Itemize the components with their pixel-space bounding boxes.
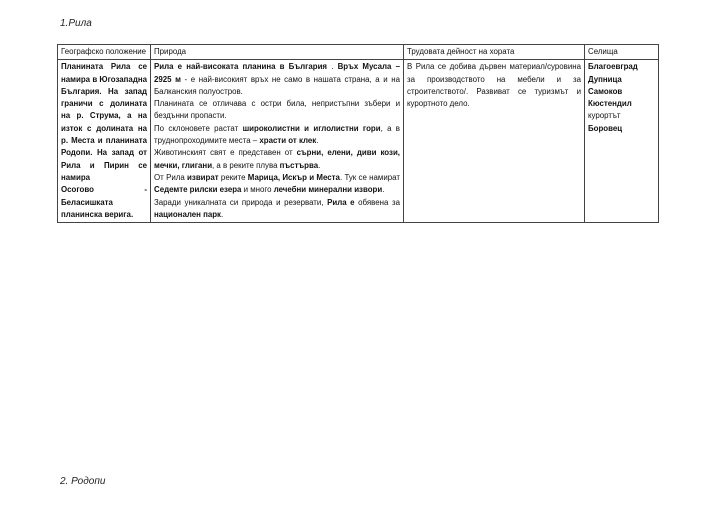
nature-line: Планината се отличава с остри била, непристъпни зъбери и бездънни пропасти. [154, 99, 400, 121]
nature-line: Рила е най-високата планина в България . Връх Мусала – 2925 м - е най-високият връх не само в нашата страна, а и на Балканския полуостров. [154, 62, 400, 96]
settlement-item: Самоков [588, 86, 623, 96]
table-header-row [58, 45, 659, 60]
header-geographic-position: Географско положение [58, 45, 151, 60]
table-row [58, 60, 659, 223]
geo-paragraph: Планината Рила се намира в Югозападна България. На запад граничи с долината на р. Струма, а на изток с долината на р. Места и планината Родопи. На запад от Рила и Пирин се намира [61, 62, 147, 182]
cell-labor: В Рила се добива дървен материал/суровина за производството на мебели и за строителството/. Развиват се туризмът и курортното дело. [404, 60, 585, 223]
cell-geographic-position [58, 60, 151, 223]
settlement-item: Благоевград [588, 62, 638, 72]
nature-line: По склоновете растат широколистни и иглолистни гори, а в труднопроходимите места – храсти от клек. [154, 123, 400, 146]
section-heading-rila: 1.Рила [60, 18, 92, 29]
geo-paragraph-bold: Осогово - Беласишката планинска верига. [61, 185, 147, 219]
header-labor: Трудовата дейност на хората [404, 45, 585, 60]
nature-line: Заради уникалната си природа и резервати, Рила е обявена за национален парк. [154, 197, 400, 219]
nature-line: От Рила извират реките Марица, Искър и Места. Тук се намират Седемте рилски езера и много лечебни минерални извори. [154, 172, 400, 195]
settlement-item: Кюстендил [588, 99, 632, 109]
cell-settlements [585, 60, 659, 223]
settlement-item: Дупница [588, 74, 622, 84]
settlement-item: курортът [588, 111, 621, 121]
settlement-item: Боровец [588, 123, 623, 133]
header-settlements: Селища [585, 45, 659, 60]
section-heading-rhodopes: 2. Родопи [60, 476, 106, 487]
header-nature: Природа [151, 45, 404, 60]
rila-info-table [57, 44, 659, 223]
cell-nature [151, 60, 404, 223]
nature-line: Животинският свят е представен от сърни, елени, диви кози, мечки, глигани, а в реките плува пъстърва. [154, 148, 400, 170]
